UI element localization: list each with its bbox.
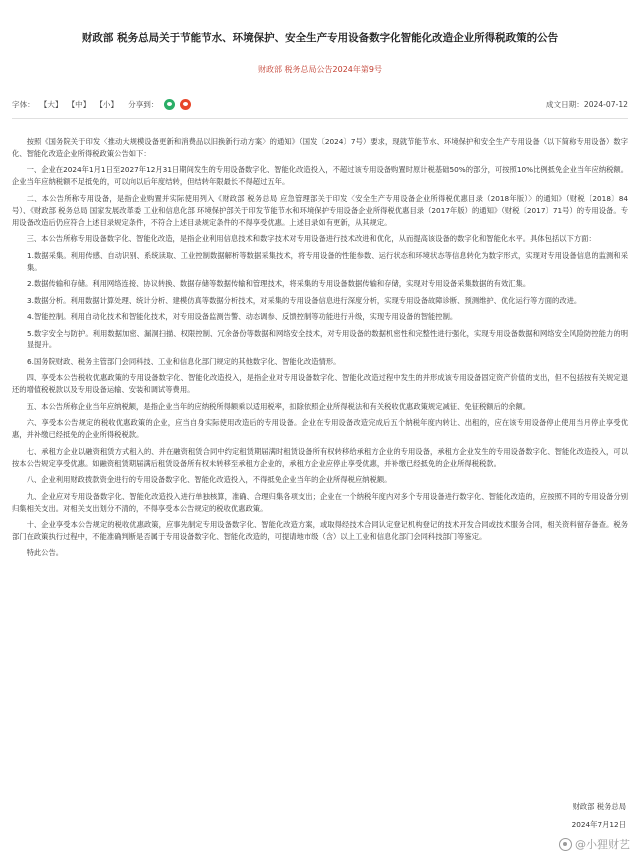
share-label: 分享到： bbox=[128, 99, 159, 109]
paragraph: 八、企业利用财政拨款资金进行的专用设备数字化、智能化改造投入，不得抵免企业当年的企业所得税应纳税额。 bbox=[26, 475, 392, 485]
paragraph: 四、享受本公告税收优惠政策的专用设备数字化、智能化改造投入，是指企业对专用设备数字化、智能化改造过程中发生的并形成该专用设备固定资产价值的支出，但不包括按有关规定退还的增值税税款以及专用设备运输、安装和调试等费用。 bbox=[12, 373, 628, 395]
document-date: 成文日期：2024-07-12 bbox=[545, 99, 628, 109]
font-size-controls bbox=[12, 99, 118, 110]
list-item: 1.数据采集。利用传感、自动识别、系统读取、工业控制数据解析等数据采集技术，将专用设备的性能参数、运行状态和环境状态等信息转化为数字形式，实现对专用设备信息的监测和采集。 bbox=[27, 250, 628, 272]
font-label: 字体： bbox=[12, 99, 35, 109]
watermark bbox=[559, 836, 630, 852]
font-size-medium-button[interactable]: 【中】 bbox=[67, 99, 91, 109]
divider bbox=[12, 118, 628, 119]
font-size-large-button[interactable]: 【大】 bbox=[39, 99, 63, 109]
list-item: 3.数据分析。利用数据计算处理、统计分析、建模仿真等数据分析技术，对采集的专用设备信息进行深度分析，实现专用设备故障诊断、预测维护、优化运行等方面的改进。 bbox=[27, 295, 582, 305]
weibo-share-icon[interactable] bbox=[180, 99, 191, 110]
share-controls bbox=[128, 99, 190, 110]
paragraph: 十、企业享受本公告规定的税收优惠政策，应事先制定专用设备数字化、智能化改造方案，或取得经技术合同认定登记机构登记的技术开发合同或技术服务合同，相关资料留存备查。税务部门在政策执行过程中，不能准确判断是否属于专用设备数字化、智能化改造的，可提请地市级（含）以上工业和信息化部门会同科技部门等鉴定。 bbox=[12, 520, 628, 541]
paragraph: 九、企业应对专用设备数字化、智能化改造投入进行单独核算，准确、合理归集各项支出；企业在一个纳税年度内对多个专用设备进行数字化、智能化改造的，应按照不同的专用设备分别归集相关支出。对相关支出划分不清的，不得享受本公告规定的税收优惠政策。 bbox=[12, 491, 628, 513]
paragraph: 按照《国务院关于印发〈推动大规模设备更新和消费品以旧换新行动方案〉的通知》（国发〔2024〕7号）要求，现就节能节水、环境保护和安全生产专用设备（以下简称专用设备）数字化、智能化改造企业所得税政策公告如下： bbox=[12, 137, 628, 158]
paragraph: 六、享受本公告规定的税收优惠政策的企业，应当自身实际使用改造后的专用设备。企业在专用设备改造完成后五个纳税年度内转让、出租的，应在该专用设备停止使用当月停止享受优惠，并补缴已经抵免的企业所得税税款。 bbox=[12, 418, 628, 440]
list-item: 2.数据传输和存储。利用网络连接、协议转换、数据存储等数据传输和管理技术，将采集的专用设备数据传输和存储，实现对专用设备采集数据的有效汇集。 bbox=[27, 279, 531, 289]
watermark-logo-icon bbox=[559, 838, 572, 851]
signature-issuer: 财政部 税务总局 bbox=[572, 802, 626, 811]
meta-bar bbox=[12, 97, 628, 111]
font-size-small-button[interactable]: 【小】 bbox=[95, 99, 119, 109]
closing-line: 特此公告。 bbox=[26, 548, 64, 558]
wechat-share-icon[interactable] bbox=[164, 99, 175, 110]
document-body bbox=[12, 136, 628, 564]
paragraph: 三、本公告所称专用设备数字化、智能化改造，是指企业利用信息技术和数字技术对专用设备进行技术改进和优化，从而提高该设备的数字化和智能化水平。具体包括以下方面： bbox=[26, 234, 596, 244]
paragraph: 七、承租方企业以融资租赁方式租入的、并在融资租赁合同中约定租赁期届满时租赁设备所有权转移给承租方企业的专用设备，承租方企业发生的专用设备数字化、智能化改造投入，可以按本公告规定享受优惠。如融资租赁期届满后租赁设备所有权未转移至承租方企业的，承租方企业应停止享受优惠，并补缴已经抵免的企业所得税税款。 bbox=[12, 446, 628, 468]
paragraph: 一、企业在2024年1月1日至2027年12月31日期间发生的专用设备数字化、智能化改造投入，不超过该专用设备购置时原计税基础50%的部分，可按照10%比例抵免企业当年应纳税额。企业当年应纳税额不足抵免的，可以向以后年度结转，但结转年限最长不得超过五年。 bbox=[12, 165, 628, 187]
page-title: 财政部 税务总局关于节能节水、环境保护、安全生产专用设备数字化智能化改造企业所得税政策的公告 bbox=[81, 32, 559, 44]
document-number: 财政部 税务总局公告2024年第9号 bbox=[258, 65, 382, 74]
watermark-text: @小狸财艺 bbox=[575, 838, 630, 851]
list-item: 4.智能控制。利用自动化技术和智能化技术，对专用设备监测告警、动态调参、反馈控制等功能进行升级，实现专用设备的智能控制。 bbox=[27, 312, 458, 322]
signature-date: 2024年7月12日 bbox=[571, 820, 626, 829]
list-item: 6.国务院财政、税务主管部门会同科技、工业和信息化部门规定的其他数字化、智能化改造情形。 bbox=[27, 356, 341, 366]
paragraph: 五、本公告所称企业当年应纳税额，是指企业当年的应纳税所得额乘以适用税率，扣除依照企业所得税法和有关税收优惠政策规定减征、免征税额后的余额。 bbox=[26, 401, 531, 411]
paragraph: 二、本公告所称专用设备，是指企业购置并实际使用列入《财政部 税务总局 应急管理部关于印发〈安全生产专用设备企业所得税优惠目录（2018年版）〉的通知》（财税〔2018〕84号）、《财政部 税务总局 国家发展改革委 工业和信息化部 环境保护部关于印发节能节水和环境保护专用设备企业所得税优惠目录（2017年版）的通知》（财税〔2017〕71号）的专用设备。专用设备改造后仍应符合上述目录规定条件，不符合上述目录规定条件的不得享受优惠。上述目录如有更新，从其规定。 bbox=[12, 193, 628, 227]
list-item: 5.数字安全与防护。利用数据加密、漏洞扫描、权限控制、冗余备份等数据和网络安全技术，对专用设备的数据机密性和完整性进行强化，实现专用设备数据和网络安全风险防控能力的明显提升。 bbox=[27, 328, 628, 350]
